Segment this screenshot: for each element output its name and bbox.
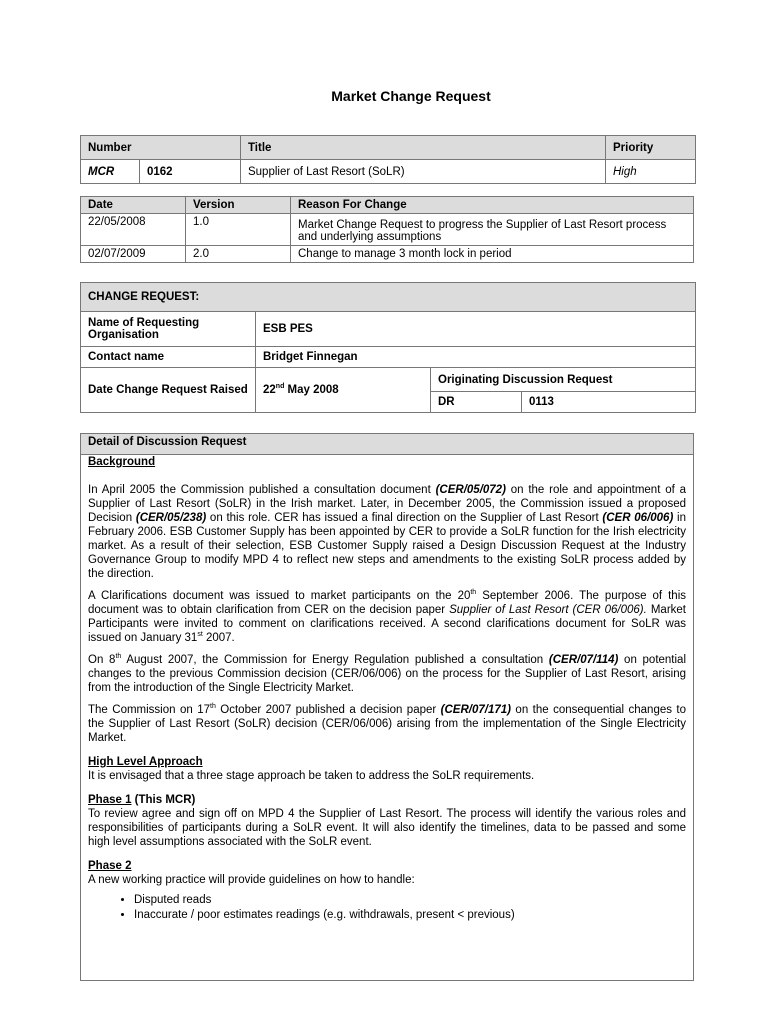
background-paragraph-2: A Clarifications document was issued to market participants on the 20th September 2006. The purpose of this document was to obtain clarification from CER on the decision paper Supplier of Last Resort (CER 06/006). Market Participants were invited to comment on clarifications received. A second clarifications document for SoLR was issued on January 31st 2007. <box>88 589 686 644</box>
change-request-table <box>80 282 696 413</box>
date-raised-label: Date Change Request Raised <box>81 368 256 413</box>
detail-heading: Detail of Discussion Request <box>81 434 694 455</box>
phase-2-list <box>88 893 686 923</box>
detail-body <box>81 455 694 981</box>
org-label: Name of Requesting Organisation <box>81 312 256 347</box>
mcr-number: 0162 <box>140 160 241 184</box>
version-date: 22/05/2008 <box>81 214 186 246</box>
phase-1: Phase 1 (This MCR) To review agree and sign off on MPD 4 the Supplier of Last Resort. The process will identify the various roles and responsibilities of participants during a SoLR event. It will also identify the timelines, data to be passed and some high level assumptions associated with the SoLR event. <box>88 794 686 848</box>
version-table <box>80 196 694 263</box>
dr-value: 0113 <box>522 392 696 413</box>
phase-2: Phase 2 A new working practice will provide guidelines on how to handle: <box>88 860 415 886</box>
background-paragraph-4: The Commission on 17th October 2007 published a decision paper (CER/07/171) on the consequential changes to the Supplier of Last Resort (SoLR) decision (CER/06/006) arising from the implementation of the Single Electricity Market. <box>88 703 687 744</box>
version-number: 2.0 <box>186 246 291 263</box>
list-item: • Inaccurate / poor estimates readings (e.g. withdrawals, present < previous) <box>134 908 686 923</box>
page-title: Market Change Request <box>331 88 491 104</box>
mcr-table <box>80 135 696 184</box>
mcr-title: Supplier of Last Resort (SoLR) <box>240 160 605 184</box>
version-reason: Market Change Request to progress the Supplier of Last Resort process and underlying assumptions <box>291 214 694 246</box>
version-header: Version <box>186 197 291 214</box>
version-date: 02/07/2009 <box>81 246 186 263</box>
change-request-heading: CHANGE REQUEST: <box>81 283 696 312</box>
priority-header: Priority <box>605 136 695 160</box>
mcr-prefix: MCR <box>81 160 140 184</box>
number-header: Number <box>81 136 241 160</box>
date-header: Date <box>81 197 186 214</box>
reason-header: Reason For Change <box>291 197 694 214</box>
contact-value: Bridget Finnegan <box>256 347 696 368</box>
table-row <box>81 246 694 263</box>
originating-dr-label: Originating Discussion Request <box>431 368 696 392</box>
mcr-priority: High <box>605 160 695 184</box>
date-raised-value: 22nd May 2008 <box>256 368 431 413</box>
title-header: Title <box>240 136 605 160</box>
version-reason: Change to manage 3 month lock in period <box>291 246 694 263</box>
background-paragraph-3: On 8th August 2007, the Commission for Energy Regulation published a consultation (CER/07/114) on potential changes to the previous Commission decision (CER/06/006) on the process for the Supplier of Last Resort, arising from the introduction of the Single Electricity Market. <box>88 653 687 694</box>
high-level-approach: High Level Approach It is envisaged that a three stage approach be taken to address the SoLR requirements. <box>88 756 535 782</box>
dr-label: DR <box>431 392 522 413</box>
background-heading: Background <box>88 456 156 468</box>
detail-table <box>80 433 694 981</box>
org-value: ESB PES <box>256 312 696 347</box>
table-row <box>81 214 694 246</box>
list-item: • Disputed reads <box>134 893 686 908</box>
contact-label: Contact name <box>81 347 256 368</box>
version-number: 1.0 <box>186 214 291 246</box>
background-paragraph-1: In April 2005 the Commission published a consultation document (CER/05/072) on the role and appointment of a Supplier of Last Resort (SoLR) in the Irish market. Later, in December 2005, the Commission issued a proposed Decision (CER/05/238) on this role. CER has issued a final direction on the Supplier of Last Resort (CER 06/006) in February 2006. ESB Customer Supply has been appointed by CER to provide a SoLR function for the Irish electricity market. As a result of their selection, ESB Customer Supply raised a Design Discussion Request at the Industry Governance Group to modify MPD 4 to reflect new steps and amendments to the existing SoLR process added by the direction. <box>88 484 686 580</box>
